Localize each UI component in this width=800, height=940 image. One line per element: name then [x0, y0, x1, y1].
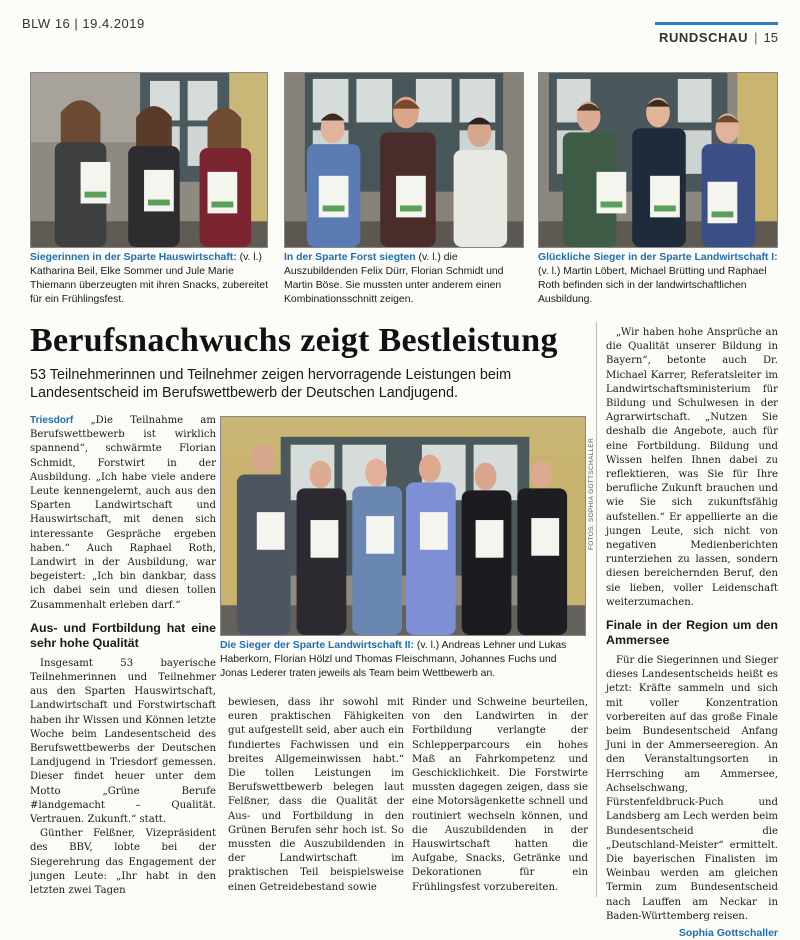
photo-caption-1	[30, 251, 268, 307]
paragraph	[30, 414, 216, 613]
paragraph: „Wir haben hohe Ansprüche an die Qualität unserer Bildung in Bayern“, betonte auch Dr. Michael Karrer, Referatsleiter im Landwirtschaftsministerium für Bildung und Schulwesen in der Agrarwirtschaft. „Nutzen Sie deshalb die Angebote, auch für eine Fortbildung. Bildung und Wissen helfen Ihnen dabei zu reflektieren, was Sie für Ihre berufliche Zukunft brauchen und wie Sie sich zukunftsfähig aufstellen.“ Er appellierte an die jungen Leute, sich nicht von negativen Medienberichten runterziehen zu lassen, sondern diesen bereichernden Beruf, den sie lieben, voller Leidenschaft weiterzumachen.	[606, 327, 778, 608]
paragraph: Für die Siegerinnen und Sieger dieses Landesentscheids heißt es jetzt: Kräfte sammeln und sich mit voller Konzentration vorbereiten auf das große Finale beim Bundesentscheid Anfang Juni in der Ammerseeregion. An den Veranstaltungsorten in Herrsching am Ammersee, Achselschwang, Fürstenfeldbruck-Puch und Landsberg am Lech werden beim Bundesentscheid die „Deutschland-Meister“ ermittelt. Die bayerischen Finalisten im Weinbau werden am gleichen Termin zum Bundesentscheid nach Lauffen am Neckar in Baden-Württemberg reisen.	[606, 655, 778, 922]
section-header: RUNDSCHAU | 15	[658, 30, 778, 45]
article-subhead: 53 Teilnehmerinnen und Teilnehmer zeigen hervorragende Leistungen beim Landesentscheid im Berufswettbewerb der Deutschen Landjugend.	[30, 367, 512, 401]
paragraph: bewiesen, dass ihr sowohl mit euren praktischen Fähigkeiten gut aufgestellt seid, aber auch ein fundiertes Fachwissen und ein breites Allgemeinwissen habt.“ Die tollen Leistungen im Berufswettbewerb belegen laut Felßner, dass die Qualität der Aus- und Fortbildung in den Grünen Berufen sehr hoch ist. So mussten die Auszubildenden in der Landwirtschaft im praktischen Teil beispielsweise einen Getreidebestand sowie	[228, 697, 404, 893]
caption-text: (v. l.) Katharina Beil, Elke Sommer und Jule Marie Thiemann überzeugten mit ihren Snacks, zubereitet für ein Frühlingsfest.	[30, 252, 268, 305]
section-subhead: Aus- und Fortbildung hat eine sehr hohe Qualität	[30, 620, 216, 650]
dateline: Triesdorf	[30, 415, 74, 426]
caption-lead: Glückliche Sieger in der Sparte Landwirtschaft I:	[538, 252, 778, 263]
paragraph-text: „Die Teilnahme am Berufswettbewerb ist wirklich spannend“, schwärmte Florian Schmidt, Forstwirt in der Ausbildung. „Ich habe viele andere Leute kennengelernt, auch aus den Sparten Landwirtschaft und Hauswirtschaft, mit denen sich interessante Gespräche ergeben haben.“ Auch Raphael Roth, Landwirt in der Ausbildung, war begeistert: „Ich bin dankbar, dass ich dabei sein und diesen tollen Zusammenhalt erleben darf.“	[30, 415, 216, 611]
issue-info: BLW 16 | 19.4.2019	[22, 16, 145, 31]
paragraph: Insgesamt 53 bayerische Teilnehmerinnen und Teilnehmer aus den Sparten Hauswirtschaft, Landwirtschaft und Forstwirtschaft haben ihr Wissen und Können letzte Woche beim Landesentscheid des Berufswettbewerbs der Deutschen Landjugend in Triesdorf gemessen. Dieser findet heuer unter dem Motto „Grüne Berufe #landgemacht – Qualität. Vertrauen. Zukunft.“ statt.	[30, 657, 216, 826]
photo-landwirtschaft-1	[538, 72, 778, 248]
photo-forst	[284, 72, 524, 248]
column-divider	[596, 322, 597, 897]
caption-text: (v. l.) Andreas Lehner und Lukas Haberkorn, Florian Hölzl und Thomas Fleischmann, Johannes Fuchs und Jonas Lederer traten jeweils als Team beim Wettbewerb an.	[220, 640, 567, 679]
paragraph: Günther Felßner, Vizepräsident des BBV, lobte bei der Siegerehrung das Engagement der jungen Leute: „Ihr habt in den letzten zwei Tagen	[30, 828, 216, 897]
article-column-1	[30, 414, 216, 898]
caption-lead: Die Sieger der Sparte Landwirtschaft II:	[220, 640, 415, 651]
page-number: 15	[763, 30, 778, 45]
article-column-2	[228, 696, 404, 895]
caption-text: (v. l.) Martin Löbert, Michael Brütting und Raphael Roth befinden sich in der landwirtschaftlichen Ausbildung.	[538, 266, 767, 305]
photo-caption-4	[220, 639, 586, 681]
photo-caption-3	[538, 251, 778, 307]
article-author: Sophia Gottschaller	[678, 926, 778, 939]
paragraph: Rinder und Schweine beurteilen, von den Landwirten in der Fortbildung verlangte der Schlepperparcours ein hohes Maß an Fahrkompetenz und Geschicklichkeit. Die Forstwirte mussten dagegen zeigen, dass sie eine Motorsägenkette schnell und routiniert wechseln können, und die Auszubildenden in der Hauswirtschaft hatten die Aufgabe, Snacks, Getränke und Dekorationen für ein Frühlingsfest vorzubereiten.	[412, 697, 588, 893]
photo-hauswirtschaft	[30, 72, 268, 248]
caption-text: (v. l.) die Auszubildenden Felix Dürr, Florian Schmidt und Martin Böse. Sie mussten unter anderem einen Kombinationsschnitt zeigen.	[284, 252, 504, 305]
section-subhead: Finale in der Region um den Ammersee	[606, 618, 778, 648]
section-title: RUNDSCHAU	[658, 30, 749, 45]
photo-landwirtschaft-2	[220, 416, 586, 636]
header-rule	[655, 22, 778, 25]
article-column-3	[412, 696, 588, 895]
photo-credit: FOTOS: SOPHIA GOTTSCHALLER	[588, 437, 595, 550]
caption-lead: In der Sparte Forst siegten	[284, 252, 416, 263]
article-headline: Berufsnachwuchs zeigt Bestleistung	[30, 322, 558, 359]
photo-caption-2	[284, 251, 524, 307]
caption-lead: Siegerinnen in der Sparte Hauswirtschaft:	[30, 252, 237, 263]
article-column-4	[606, 326, 778, 940]
